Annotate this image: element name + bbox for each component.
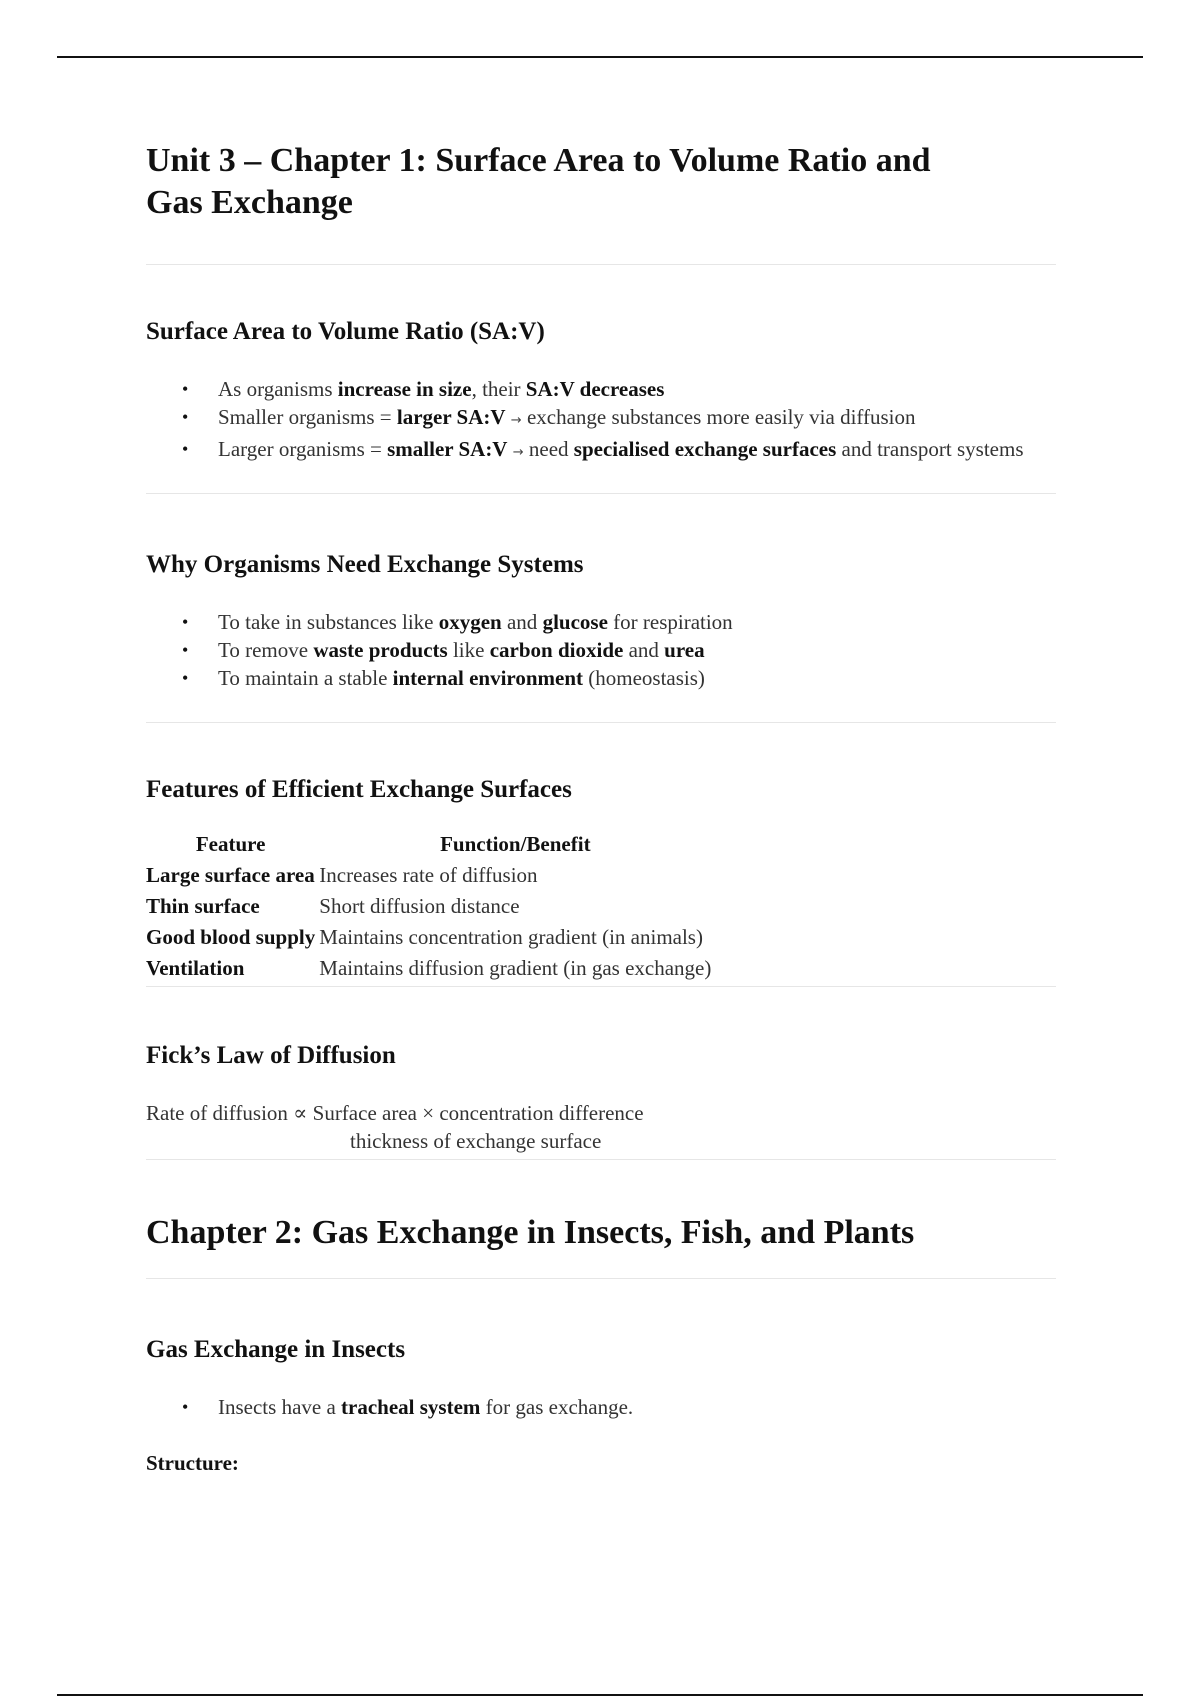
why-heading: Why Organisms Need Exchange Systems bbox=[146, 551, 584, 578]
fick-denominator: thickness of exchange surface bbox=[350, 1129, 602, 1153]
page-bottom-rule bbox=[57, 1694, 1143, 1696]
list-item: • To take in substances like oxygen and glucose for respiration bbox=[218, 608, 1056, 636]
insects-heading: Gas Exchange in Insects bbox=[146, 1336, 406, 1363]
fick-heading: Fick’s Law of Diffusion bbox=[146, 1042, 396, 1069]
column-header-benefit: Function/Benefit bbox=[440, 832, 591, 856]
list-item: • As organisms increase in size, their SA:V decreases bbox=[218, 375, 1056, 403]
fick-numerator: Rate of diffusion ∝ Surface area × concentration difference bbox=[146, 1101, 644, 1125]
feature-cell: Large surface area bbox=[146, 863, 315, 887]
feature-cell: Ventilation bbox=[146, 956, 245, 980]
list-item: • To remove waste products like carbon dioxide and urea bbox=[218, 636, 1056, 664]
arrow-icon: → bbox=[510, 413, 522, 428]
list-item: • Insects have a tracheal system for gas exchange. bbox=[218, 1393, 1056, 1421]
sav-list bbox=[146, 375, 1056, 467]
features-table bbox=[146, 829, 715, 984]
table-row bbox=[146, 953, 715, 984]
table-row bbox=[146, 860, 715, 891]
table-header-row bbox=[146, 829, 715, 860]
feature-cell: Thin surface bbox=[146, 894, 260, 918]
features-heading: Features of Efficient Exchange Surfaces bbox=[146, 776, 572, 803]
page-top-rule bbox=[57, 56, 1143, 58]
unit-title-line1: Unit 3 – Chapter 1: Surface Area to Volume Ratio and bbox=[146, 142, 931, 179]
why-list bbox=[146, 608, 1056, 692]
benefit-cell: Maintains diffusion gradient (in gas exchange) bbox=[319, 956, 712, 980]
table-row bbox=[146, 922, 715, 953]
list-item: • Larger organisms = smaller SA:V → need specialised exchange surfaces and transport systems bbox=[218, 435, 1056, 467]
insects-list bbox=[146, 1393, 1056, 1421]
arrow-icon: → bbox=[512, 445, 524, 460]
benefit-cell: Increases rate of diffusion bbox=[319, 863, 538, 887]
sav-heading: Surface Area to Volume Ratio (SA:V) bbox=[146, 318, 545, 345]
benefit-cell: Short diffusion distance bbox=[319, 894, 520, 918]
fick-equation bbox=[146, 1099, 1056, 1155]
unit-title-line2: Gas Exchange bbox=[146, 184, 353, 221]
unit-title bbox=[146, 140, 1056, 224]
list-item: • To maintain a stable internal environment (homeostasis) bbox=[218, 664, 1056, 692]
feature-cell: Good blood supply bbox=[146, 925, 316, 949]
column-header-feature: Feature bbox=[195, 832, 266, 856]
list-item: • Smaller organisms = larger SA:V → exchange substances more easily via diffusion bbox=[218, 403, 1056, 435]
chapter2-title: Chapter 2: Gas Exchange in Insects, Fish, and Plants bbox=[146, 1214, 915, 1251]
table-row bbox=[146, 891, 715, 922]
structure-label: Structure: bbox=[146, 1451, 239, 1475]
document-body bbox=[146, 140, 1056, 1477]
benefit-cell: Maintains concentration gradient (in animals) bbox=[319, 925, 703, 949]
